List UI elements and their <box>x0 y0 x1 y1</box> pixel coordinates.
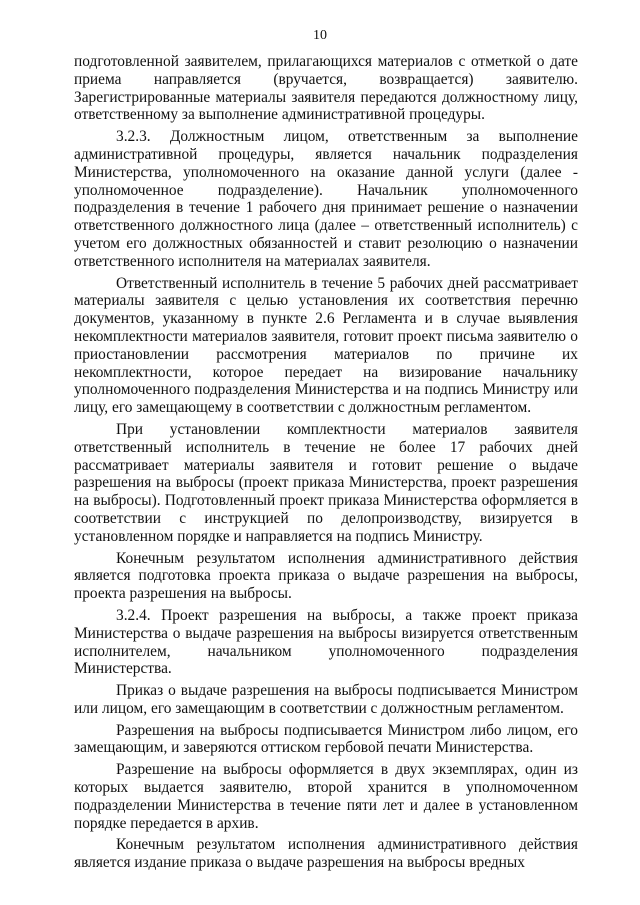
paragraph-3-2-3: 3.2.3. Должностным лицом, ответственным за выполнение административной процедуры, является начальник подразделения Министерства, уполномоченного на оказание данной услуги (далее - уполномоченное подразделение). Начальник уполномоченного подразделения в течение 1 рабочего дня принимает решение о назначении ответственного должностного лица (далее – ответственный исполнитель) с учетом его должностных обязанностей и ставит резолюцию о назначении ответственного исполнителя на материалах заявителя. <box>74 128 578 270</box>
document-body <box>74 53 578 876</box>
paragraph-permit-signing: Разрешения на выбросы подписывается Министром либо лицом, его замещающим, и заверяются оттиском гербовой печати Министерства. <box>74 721 578 757</box>
paragraph-result-order: Конечным результатом исполнения административного действия является издание приказа о выдаче разрешения на выбросы вредных <box>74 836 578 872</box>
paragraph-result-preparation: Конечным результатом исполнения административного действия является подготовка проекта приказа о выдаче разрешения на выбросы, проекта разрешения на выбросы. <box>74 549 578 603</box>
page-number: 10 <box>313 28 327 43</box>
paragraph-continuation: подготовленной заявителем, прилагающихся материалов с отметкой о дате приема направляется (вручается, возвращается) заявителю. Зарегистрированные материалы заявителя передаются должностному лицу, ответственному за выполнение административной процедуры. <box>74 53 578 124</box>
paragraph-order-signing: Приказ о выдаче разрешения на выбросы подписывается Министром или лицом, его замещающим в соответствии с должностным регламентом. <box>74 682 578 717</box>
paragraph-completeness: При установлении комплектности материалов заявителя ответственный исполнитель в течение не более 17 рабочих дней рассматривает материалы заявителя и готовит решение о выдаче разрешения на выбросы (проект приказа Министерства, проект разрешения на выбросы). Подготовленный проект приказа Министерства оформляется в соответствии с инструкцией по делопроизводству, визируется в установленном порядке и направляется на подпись Министру. <box>74 420 578 545</box>
paragraph-responsible-executor-review: Ответственный исполнитель в течение 5 рабочих дней рассматривает материалы заявителя с целью установления их соответствия перечню документов, указанному в пункте 2.6 Регламента и в случае выявления некомплектности материалов заявителя, готовит проект письма заявителю о приостановлении рассмотрения материалов по причине их некомплектности, которое передает на визирование начальнику уполномоченного подразделения Министерства и на подпись Министру или лицу, его замещающему в соответствии с должностным регламентом. <box>74 274 578 417</box>
paragraph-permit-copies: Разрешение на выбросы оформляется в двух экземплярах, один из которых выдается заявителю, второй хранится в уполномоченном подразделении Министерства в течение пяти лет и далее в установленном порядке передается в архив. <box>74 761 578 832</box>
paragraph-3-2-4: 3.2.4. Проект разрешения на выбросы, а также проект приказа Министерства о выдаче разрешения на выбросы визируется ответственным исполнителем, начальником уполномоченного подразделения Министерства. <box>74 606 578 678</box>
